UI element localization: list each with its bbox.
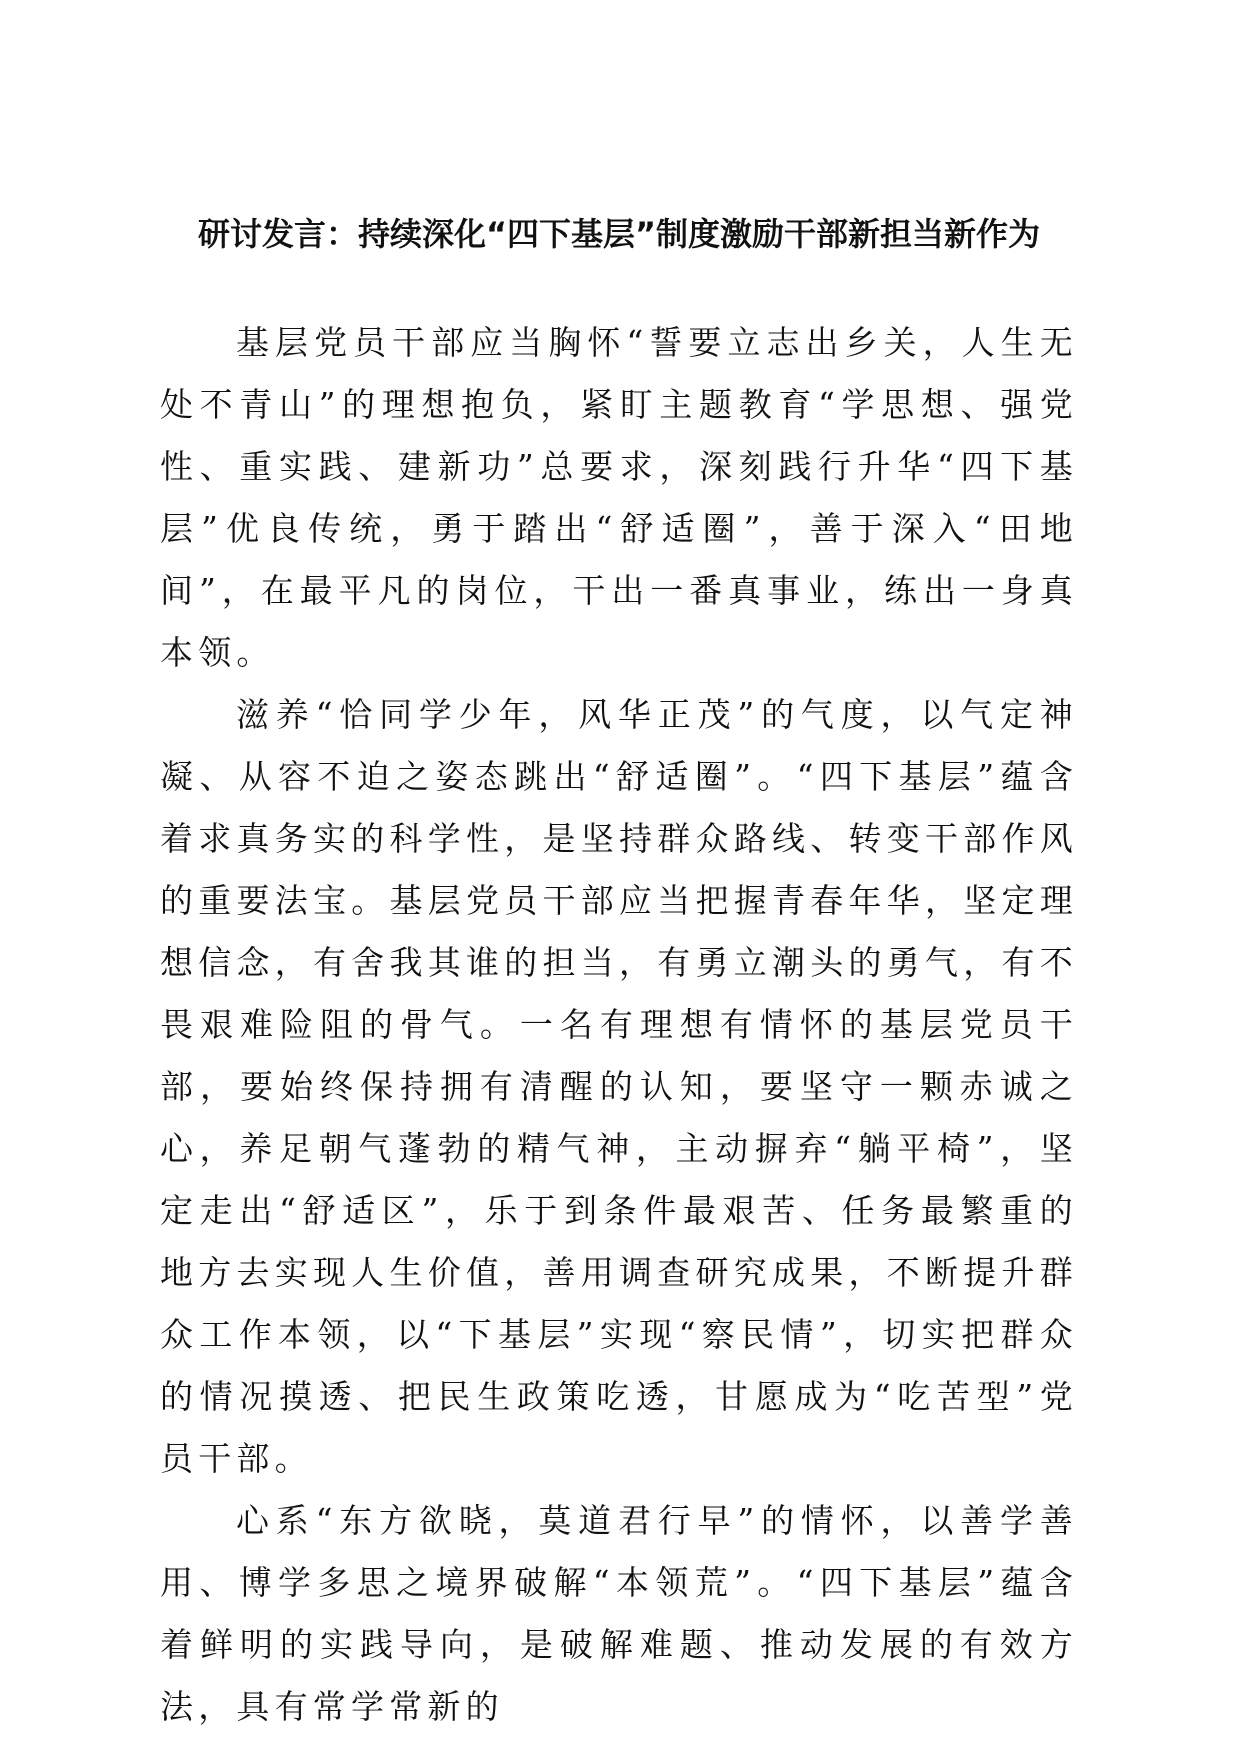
paragraph-2: 滋养“恰同学少年，风华正茂”的气度，以气定神凝、从容不迫之姿态跳出“舒适圈”。“四下基层”蕴含着求真务实的科学性，是坚持群众路线、转变干部作风的重要法宝。基层党员干部应当把握青春年华，坚定理想信念，有舍我其谁的担当，有勇立潮头的勇气，有不畏艰难险阻的骨气。一名有理想有情怀的基层党员干部，要始终保持拥有清醒的认知，要坚守一颗赤诚之心，养足朝气蓬勃的精气神，主动摒弃“躺平椅”，坚定走出“舒适区”，乐于到条件最艰苦、任务最繁重的地方去实现人生价值，善用调查研究成果，不断提升群众工作本领，以“下基层”实现“察民情”，切实把群众的情况摸透、把民生政策吃透，甘愿成为“吃苦型”党员干部。: [160, 695, 1078, 1478]
paragraph-1: 基层党员干部应当胸怀“誓要立志出乡关，人生无处不青山”的理想抱负，紧盯主题教育“学思想、强党性、重实践、建新功”总要求，深刻践行升华“四下基层”优良传统，勇于踏出“舒适圈”，善于深入“田地间”，在最平凡的岗位，干出一番真事业，练出一身真本领。: [160, 323, 1078, 672]
document-title: 研讨发言：持续深化“四下基层”制度激励干部新担当新作为: [197, 215, 1041, 253]
paragraph-3: 心系“东方欲晓，莫道君行早”的情怀，以善学善用、博学多思之境界破解“本领荒”。“四下基层”蕴含着鲜明的实践导向，是破解难题、推动发展的有效方法，具有常学常新的: [160, 1501, 1078, 1726]
document-body: [160, 312, 1078, 1738]
